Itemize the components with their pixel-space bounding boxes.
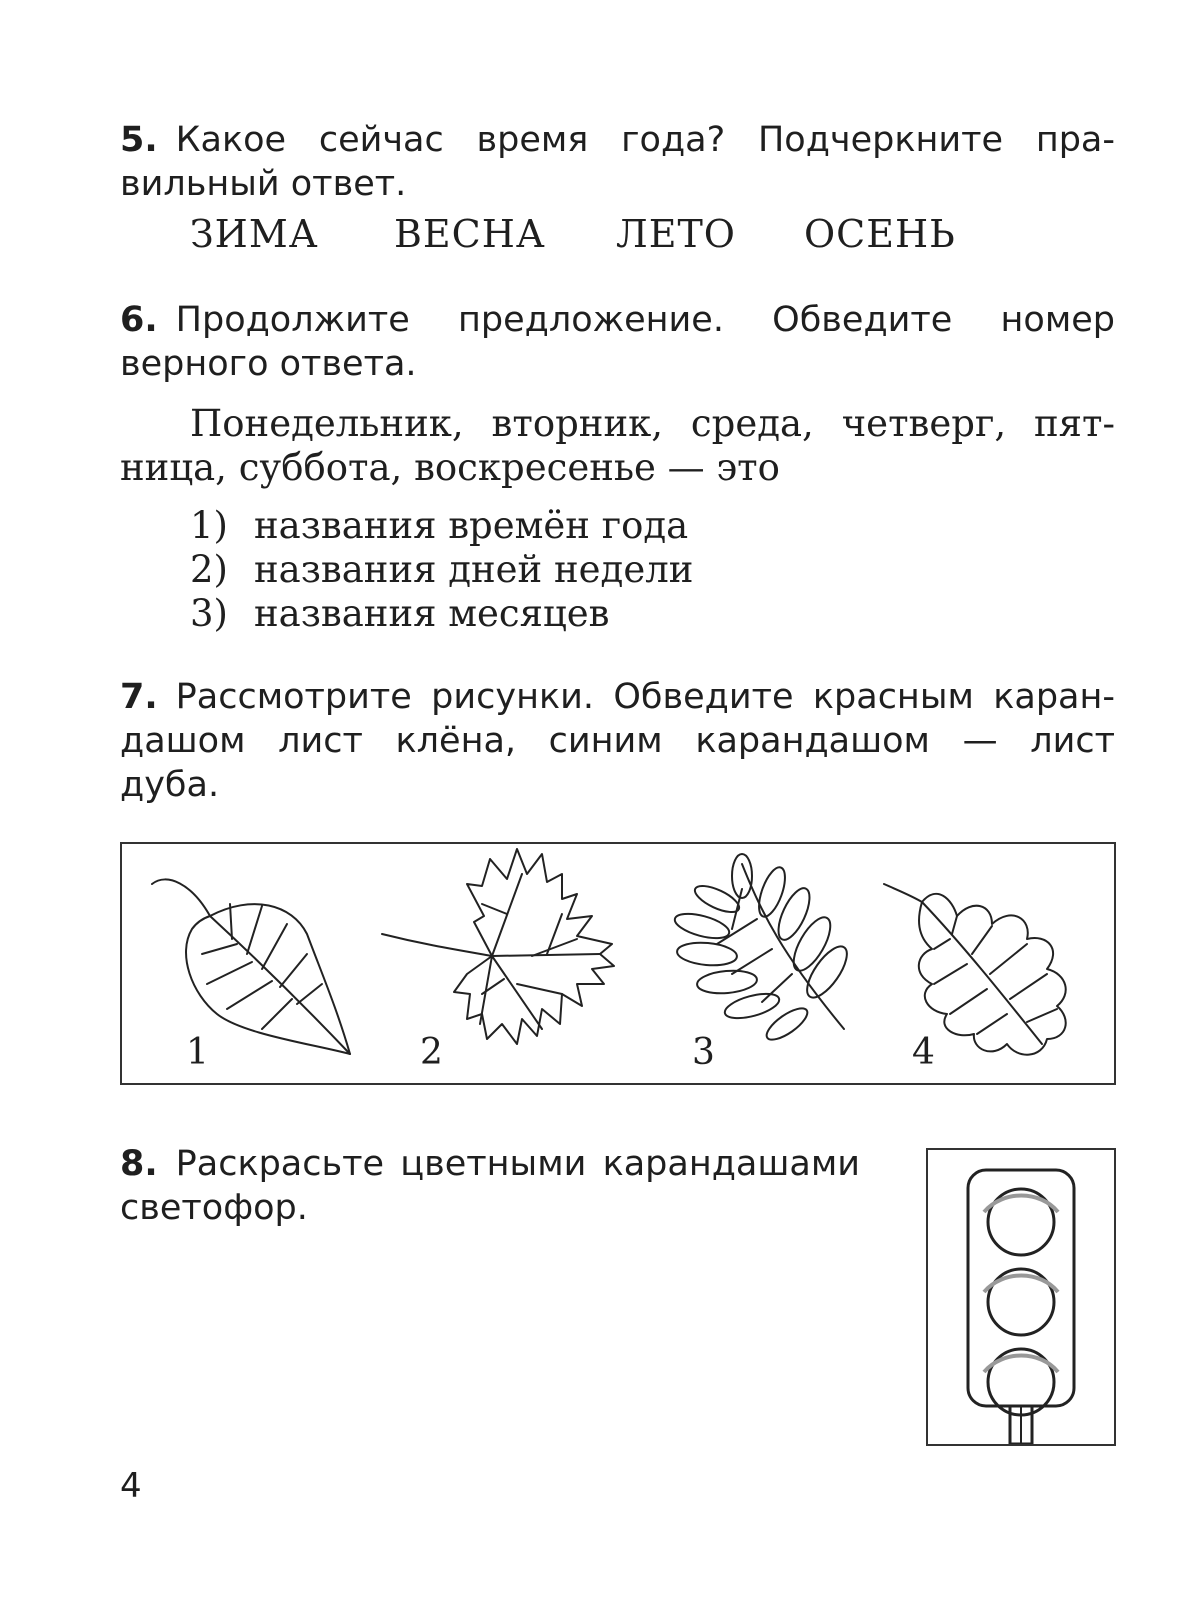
leaf-label-1: 1 <box>186 1032 209 1073</box>
season-winter[interactable]: ЗИМА <box>190 212 319 256</box>
option-number[interactable]: 2) <box>190 548 228 591</box>
leaf-label-3: 3 <box>692 1032 715 1073</box>
leaf-picture-box <box>120 842 1116 1085</box>
task7-question-text1: Рассмотрите рисунки. Обведите красным каран- <box>175 677 1115 717</box>
page-number: 4 <box>120 1466 142 1506</box>
task7-question-line3: дуба. <box>120 765 220 805</box>
task5-question-line1 <box>120 118 1115 162</box>
leaves-illustration <box>122 844 1114 1083</box>
task8-number: 8. <box>120 1144 158 1184</box>
task8-question-line1 <box>120 1142 860 1186</box>
task8-question-text1: Раскрасьте цветными карандашами <box>175 1144 860 1184</box>
task7-number: 7. <box>120 677 158 717</box>
task7-question-line1 <box>120 675 1115 719</box>
traffic-light-box <box>926 1148 1116 1446</box>
task6-option-2[interactable] <box>190 548 693 592</box>
option-text: названия месяцев <box>254 592 610 635</box>
option-text: названия времён года <box>254 504 689 547</box>
task6-text-line2: ница, суббота, воскресенье — это <box>120 446 780 489</box>
task5-question-text1: Какое сейчас время года? Подчеркните пра- <box>175 120 1115 160</box>
season-autumn[interactable]: ОСЕНЬ <box>804 212 956 256</box>
task6-option-3[interactable] <box>190 592 609 636</box>
traffic-light-icon[interactable] <box>928 1150 1114 1444</box>
task6-number: 6. <box>120 300 158 340</box>
task5-number: 5. <box>120 120 158 160</box>
task6-question-line2: верного ответа. <box>120 344 417 384</box>
option-number[interactable]: 1) <box>190 504 228 547</box>
task6-option-1[interactable] <box>190 504 688 548</box>
birch-leaf-icon[interactable] <box>152 879 350 1054</box>
task5-question-line2: вильный ответ. <box>120 164 407 204</box>
season-spring[interactable]: ВЕСНА <box>394 212 546 256</box>
leaf-label-2: 2 <box>420 1032 443 1073</box>
task7-question-line2: дашом лист клёна, синим карандашом — лист <box>120 721 1115 761</box>
oak-leaf-icon[interactable] <box>884 884 1066 1055</box>
leaf-label-4: 4 <box>912 1032 935 1073</box>
task6-question-text1: Продолжите предложение. Обведите номер <box>175 300 1115 340</box>
task6-text-line1: Понедельник, вторник, среда, четверг, пят- <box>190 402 1115 445</box>
task6-question-line1 <box>120 298 1115 342</box>
task8-question-line2: светофор. <box>120 1188 308 1228</box>
maple-leaf-icon[interactable] <box>382 849 614 1044</box>
rowan-leaf-icon[interactable] <box>672 854 854 1045</box>
season-summer[interactable]: ЛЕТО <box>616 212 736 256</box>
option-text: названия дней недели <box>254 548 694 591</box>
option-number[interactable]: 3) <box>190 592 228 635</box>
